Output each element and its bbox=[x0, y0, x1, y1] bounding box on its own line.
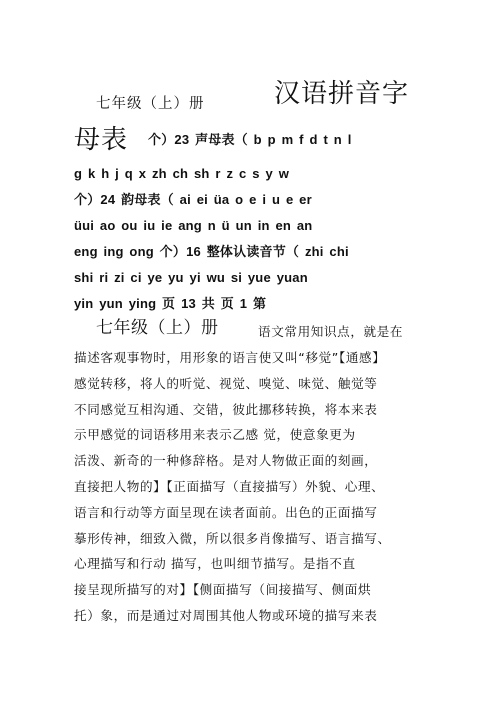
paragraph-line: 直接把人物的】【正面描写（直接描写）外貌、心理、 bbox=[74, 479, 385, 494]
section-heading: 七年级（上）册 bbox=[96, 318, 219, 338]
paragraph-line: 不同感觉互相沟通、交错，彼此挪移转换，将本来表 bbox=[74, 401, 378, 417]
paragraph-line: 活泼、新奇的一种修辞格。是对人物做正面的刻画， bbox=[74, 453, 378, 469]
whole-syllables-label: eng ing ong 个）16 整体认读音节（ zhi chi bbox=[74, 244, 349, 259]
finals-row: üui ao ou iu ie ang n ü un in en an bbox=[74, 218, 313, 233]
paragraph-line: 接呈现所描写的对】【侧面描写（间接描写、侧面烘 bbox=[74, 582, 372, 598]
title-main: 汉语拼音字 bbox=[274, 79, 410, 109]
paragraph-line: 语言和行动等方面呈现在读者面前。出色的正面描写 bbox=[74, 504, 378, 520]
finals-table-label: 个）24 韵母表（ ai ei üa o e i u e er bbox=[74, 192, 312, 207]
paragraph-line: 心理描写和行动 描写，也叫细节描写。是指不直 bbox=[74, 556, 356, 572]
title-continuation: 母表 bbox=[74, 125, 129, 155]
paragraph-line-0: 语文常用知识点，就是在 bbox=[258, 324, 404, 339]
paragraph-line: 摹形传神，细致入微，所以很多肖像描写、语言描写、 bbox=[74, 530, 391, 546]
whole-syllables-row-2: yin yun ying 页 13 共 页 1 第 bbox=[74, 296, 267, 311]
initials-row: g k h j q x zh ch sh r z c s y w bbox=[74, 166, 290, 181]
paragraph-line: 描述客观事物时，用形象的语言使又叫“移觉”【通感】 bbox=[74, 350, 386, 365]
whole-syllables-row-1: shi ri zi ci ye yu yi wu si yue yuan bbox=[74, 270, 308, 285]
paragraph-line: 感觉转移，将人的听觉、视觉、嗅觉、味觉、触觉等 bbox=[74, 375, 378, 391]
paragraph-line: 托）象，而是通过对周围其他人物或环境的描写来表 bbox=[74, 608, 378, 623]
paragraph-line: 示甲感觉的词语移用来表示乙感 觉，使意象更为 bbox=[74, 427, 356, 443]
title-line bbox=[96, 96, 205, 112]
initials-table-label: 个）23 声母表（ b p m f d t n l bbox=[148, 132, 352, 147]
title-prefix: 七年级（上）册 bbox=[96, 96, 205, 112]
